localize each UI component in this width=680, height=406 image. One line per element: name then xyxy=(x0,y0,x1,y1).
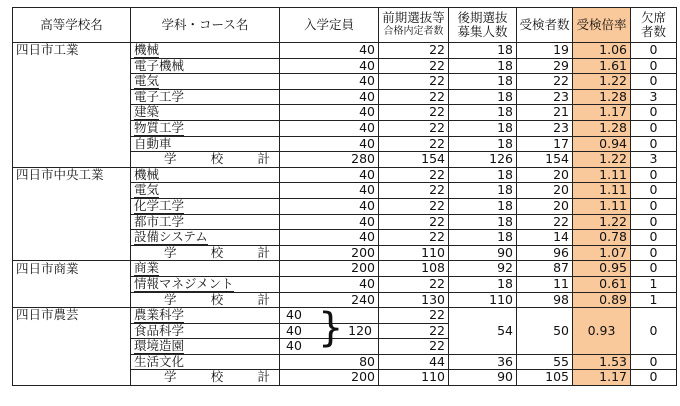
total-label-char: 学 xyxy=(164,151,177,167)
school-name-cell xyxy=(13,292,131,308)
quota-value: 40 xyxy=(286,322,302,338)
header-late-line2: 募集人数 xyxy=(457,24,508,39)
applicants-cell: 55 xyxy=(517,354,573,370)
course-cell xyxy=(131,261,280,277)
late-cell: 54 xyxy=(449,308,517,355)
absent-cell: 0 xyxy=(631,198,677,214)
total-absent-cell: 0 xyxy=(631,370,677,386)
combined-quota: 120 xyxy=(348,322,372,338)
early-cell: 22 xyxy=(379,214,449,230)
absent-cell: 0 xyxy=(631,136,677,152)
late-cell: 18 xyxy=(449,89,517,105)
total-absent-cell: 0 xyxy=(631,245,677,261)
ratio-cell: 0.95 xyxy=(573,261,631,277)
applicants-cell: 17 xyxy=(517,136,573,152)
school-name-cell: 四日市農芸 xyxy=(13,308,131,324)
late-cell: 18 xyxy=(449,167,517,183)
ratio-cell: 1.11 xyxy=(573,167,631,183)
early-cell: 22 xyxy=(379,276,449,292)
late-cell: 18 xyxy=(449,198,517,214)
applicants-cell: 22 xyxy=(517,214,573,230)
total-label-cell xyxy=(131,370,280,386)
total-absent-cell: 1 xyxy=(631,292,677,308)
course-cell xyxy=(131,136,280,152)
total-applicants-cell: 96 xyxy=(517,245,573,261)
course-cell xyxy=(131,74,280,90)
late-cell: 36 xyxy=(449,354,517,370)
quota-cell: 40 xyxy=(280,167,379,183)
absent-cell: 0 xyxy=(631,214,677,230)
school-name-cell: 四日市中央工業 xyxy=(13,167,131,183)
applicants-cell: 20 xyxy=(517,198,573,214)
school-total-row xyxy=(13,245,677,261)
quota-cell: 40 xyxy=(280,276,379,292)
total-label-char: 計 xyxy=(257,151,270,167)
applicants-cell: 19 xyxy=(517,43,573,59)
course-cell xyxy=(131,323,280,339)
course-name: 電気 xyxy=(134,182,160,198)
ratio-cell: 1.11 xyxy=(573,198,631,214)
table-row xyxy=(13,167,677,183)
total-quota-cell: 280 xyxy=(280,152,379,168)
early-cell: 22 xyxy=(379,43,449,59)
course-name: 農業科学 xyxy=(134,307,185,323)
header-course: 学科・コース名 xyxy=(131,8,280,43)
course-name: 電子機械 xyxy=(134,57,185,73)
applicants-cell: 29 xyxy=(517,58,573,74)
absent-cell: 0 xyxy=(631,120,677,136)
school-name-cell xyxy=(13,89,131,105)
early-cell: 22 xyxy=(379,74,449,90)
quota-cell: 40 xyxy=(280,230,379,246)
ratio-cell: 1.53 xyxy=(573,354,631,370)
course-name: 生活文化 xyxy=(134,353,185,369)
quota-cell: 40 xyxy=(280,214,379,230)
course-name: 商業 xyxy=(134,260,160,276)
ratio-cell: 1.22 xyxy=(573,214,631,230)
absent-cell: 0 xyxy=(631,230,677,246)
total-label-char: 学 xyxy=(164,291,177,307)
school-name-cell xyxy=(13,339,131,355)
late-cell: 18 xyxy=(449,58,517,74)
table-row xyxy=(13,136,677,152)
early-cell: 22 xyxy=(379,136,449,152)
school-name-cell xyxy=(13,354,131,370)
course-cell xyxy=(131,339,280,355)
applicants-cell: 20 xyxy=(517,183,573,199)
early-cell: 108 xyxy=(379,261,449,277)
course-name: 化学工学 xyxy=(134,197,185,213)
absent-cell: 0 xyxy=(631,105,677,121)
course-cell xyxy=(131,105,280,121)
table-row xyxy=(13,120,677,136)
course-name: 電子工学 xyxy=(134,88,185,104)
early-cell: 22 xyxy=(379,58,449,74)
quota-cell: 200 xyxy=(280,261,379,277)
quota-cell: 40 xyxy=(280,43,379,59)
applicants-cell: 11 xyxy=(517,276,573,292)
total-ratio-cell: 1.22 xyxy=(573,152,631,168)
course-cell xyxy=(131,276,280,292)
absent-cell: 1 xyxy=(631,276,677,292)
total-label-cell xyxy=(131,292,280,308)
early-cell: 22 xyxy=(379,89,449,105)
quota-group-cell xyxy=(280,339,379,355)
late-cell: 18 xyxy=(449,105,517,121)
table-row xyxy=(13,198,677,214)
absent-cell: 0 xyxy=(631,74,677,90)
applicants-cell: 87 xyxy=(517,261,573,277)
header-ratio: 受検倍率 xyxy=(573,8,631,43)
school-name-cell xyxy=(13,74,131,90)
quota-cell: 40 xyxy=(280,136,379,152)
ratio-cell: 1.28 xyxy=(573,120,631,136)
course-cell xyxy=(131,43,280,59)
early-cell: 22 xyxy=(379,105,449,121)
absent-cell: 0 xyxy=(631,308,677,355)
total-late-cell: 110 xyxy=(449,292,517,308)
course-name: 物質工学 xyxy=(134,119,185,135)
total-late-cell: 90 xyxy=(449,370,517,386)
total-applicants-cell: 154 xyxy=(517,152,573,168)
school-name-cell xyxy=(13,323,131,339)
quota-group-cell xyxy=(280,323,379,339)
absent-cell: 0 xyxy=(631,261,677,277)
ratio-cell: 0.78 xyxy=(573,230,631,246)
course-cell xyxy=(131,308,280,324)
total-applicants-cell: 98 xyxy=(517,292,573,308)
header-quota: 入学定員 xyxy=(280,8,379,43)
applicants-cell: 22 xyxy=(517,74,573,90)
school-name-cell xyxy=(13,152,131,168)
course-name: 建築 xyxy=(134,104,160,120)
total-label-char: 学 xyxy=(164,244,177,260)
header-absent xyxy=(631,8,677,43)
course-cell xyxy=(131,230,280,246)
absent-cell: 0 xyxy=(631,183,677,199)
header-absent-line1: 欠席 xyxy=(640,10,666,25)
total-label xyxy=(134,152,276,167)
header-absent-line2: 者数 xyxy=(640,24,666,39)
course-name: 都市工学 xyxy=(134,213,185,229)
ratio-cell: 1.28 xyxy=(573,89,631,105)
quota-cell: 40 xyxy=(280,183,379,199)
ratio-cell: 1.11 xyxy=(573,183,631,199)
course-cell xyxy=(131,183,280,199)
table-row xyxy=(13,183,677,199)
table-row xyxy=(13,43,677,59)
table-row xyxy=(13,89,677,105)
school-name-cell xyxy=(13,120,131,136)
header-row xyxy=(13,8,677,43)
header-late xyxy=(449,8,517,43)
school-name-cell xyxy=(13,183,131,199)
quota-cell: 40 xyxy=(280,105,379,121)
total-label xyxy=(134,293,276,308)
course-cell xyxy=(131,354,280,370)
course-cell xyxy=(131,198,280,214)
course-name: 情報マネジメント xyxy=(134,275,234,291)
course-name: 環境造園 xyxy=(134,338,185,354)
school-total-row xyxy=(13,292,677,308)
late-cell: 92 xyxy=(449,261,517,277)
course-cell xyxy=(131,58,280,74)
table-row xyxy=(13,105,677,121)
total-label-char: 計 xyxy=(257,369,270,385)
table-row xyxy=(13,308,677,324)
school-total-row xyxy=(13,370,677,386)
absent-cell: 0 xyxy=(631,167,677,183)
total-label-cell xyxy=(131,152,280,168)
header-early-line1: 前期選抜等 xyxy=(382,10,445,25)
course-name: 自動車 xyxy=(134,135,172,151)
ratio-cell: 1.61 xyxy=(573,58,631,74)
total-late-cell: 90 xyxy=(449,245,517,261)
ratio-cell: 0.93 xyxy=(573,308,631,355)
quota-cell: 40 xyxy=(280,198,379,214)
applicants-cell: 23 xyxy=(517,89,573,105)
total-label xyxy=(134,370,276,385)
total-label-char: 計 xyxy=(257,244,270,260)
course-name: 食品科学 xyxy=(134,322,185,338)
early-cell: 44 xyxy=(379,354,449,370)
total-ratio-cell: 1.07 xyxy=(573,245,631,261)
school-name-cell xyxy=(13,105,131,121)
quota-cell: 40 xyxy=(280,89,379,105)
total-applicants-cell: 105 xyxy=(517,370,573,386)
applicants-cell: 21 xyxy=(517,105,573,121)
header-early-line2: 合格内定者数 xyxy=(383,26,444,37)
late-cell: 18 xyxy=(449,74,517,90)
total-label-char: 校 xyxy=(210,151,224,167)
total-quota-cell: 240 xyxy=(280,292,379,308)
table-body xyxy=(13,43,677,386)
table-row xyxy=(13,354,677,370)
total-label xyxy=(134,246,276,261)
absent-cell: 0 xyxy=(631,58,677,74)
absent-cell: 0 xyxy=(631,43,677,59)
total-quota-cell: 200 xyxy=(280,245,379,261)
late-cell: 18 xyxy=(449,276,517,292)
header-late-line1: 後期選抜 xyxy=(457,10,508,25)
table-row xyxy=(13,58,677,74)
table-row xyxy=(13,276,677,292)
total-label-char: 校 xyxy=(210,244,224,260)
late-cell: 18 xyxy=(449,214,517,230)
school-name-cell xyxy=(13,214,131,230)
applicants-cell: 23 xyxy=(517,120,573,136)
table-row xyxy=(13,261,677,277)
school-name-cell xyxy=(13,370,131,386)
course-cell xyxy=(131,167,280,183)
school-name-cell xyxy=(13,245,131,261)
total-absent-cell: 3 xyxy=(631,152,677,168)
total-ratio-cell: 0.89 xyxy=(573,292,631,308)
early-cell: 22 xyxy=(379,198,449,214)
ratio-cell: 0.61 xyxy=(573,276,631,292)
table-row xyxy=(13,214,677,230)
ratio-cell: 1.17 xyxy=(573,105,631,121)
course-cell xyxy=(131,214,280,230)
total-early-cell: 154 xyxy=(379,152,449,168)
total-label-char: 校 xyxy=(210,291,224,307)
course-name: 機械 xyxy=(134,166,160,182)
course-name: 電気 xyxy=(134,73,160,89)
quota-value: 40 xyxy=(286,338,302,354)
total-label-char: 校 xyxy=(210,369,224,385)
course-name: 機械 xyxy=(134,42,160,57)
applicants-cell: 50 xyxy=(517,308,573,355)
quota-cell: 40 xyxy=(280,58,379,74)
ratio-cell: 1.06 xyxy=(573,43,631,59)
header-early xyxy=(379,8,449,43)
ratio-cell: 0.94 xyxy=(573,136,631,152)
table-row xyxy=(13,230,677,246)
early-cell: 22 xyxy=(379,339,449,355)
header-school: 高等学校名 xyxy=(13,8,131,43)
early-cell: 22 xyxy=(379,323,449,339)
quota-cell: 40 xyxy=(280,74,379,90)
course-cell xyxy=(131,120,280,136)
total-early-cell: 110 xyxy=(379,370,449,386)
table-row xyxy=(13,74,677,90)
absent-cell: 3 xyxy=(631,89,677,105)
total-ratio-cell: 1.17 xyxy=(573,370,631,386)
header-applicants: 受検者数 xyxy=(517,8,573,43)
late-cell: 18 xyxy=(449,120,517,136)
early-cell: 22 xyxy=(379,120,449,136)
total-label-char: 学 xyxy=(164,369,177,385)
brace-mark: } xyxy=(318,305,344,352)
late-cell: 18 xyxy=(449,230,517,246)
quota-cell: 80 xyxy=(280,354,379,370)
early-cell: 22 xyxy=(379,167,449,183)
school-name-cell xyxy=(13,276,131,292)
total-quota-cell: 200 xyxy=(280,370,379,386)
late-cell: 18 xyxy=(449,136,517,152)
ratio-cell: 1.22 xyxy=(573,74,631,90)
total-label-cell xyxy=(131,245,280,261)
school-total-row xyxy=(13,152,677,168)
school-name-cell: 四日市商業 xyxy=(13,261,131,277)
school-name-cell: 四日市工業 xyxy=(13,43,131,59)
total-early-cell: 110 xyxy=(379,245,449,261)
school-name-cell xyxy=(13,58,131,74)
early-cell: 22 xyxy=(379,230,449,246)
school-name-cell xyxy=(13,136,131,152)
total-label-char: 計 xyxy=(257,291,270,307)
total-early-cell: 130 xyxy=(379,292,449,308)
course-cell xyxy=(131,89,280,105)
late-cell: 18 xyxy=(449,183,517,199)
school-name-cell xyxy=(13,198,131,214)
late-cell: 18 xyxy=(449,43,517,59)
early-cell: 22 xyxy=(379,183,449,199)
school-name-cell xyxy=(13,230,131,246)
course-name: 設備システム xyxy=(134,229,208,245)
absent-cell: 0 xyxy=(631,354,677,370)
applicants-cell: 20 xyxy=(517,167,573,183)
admission-table xyxy=(12,7,677,386)
total-late-cell: 126 xyxy=(449,152,517,168)
quota-value: 40 xyxy=(286,307,302,323)
quota-cell: 40 xyxy=(280,120,379,136)
early-cell: 22 xyxy=(379,308,449,324)
applicants-cell: 14 xyxy=(517,230,573,246)
